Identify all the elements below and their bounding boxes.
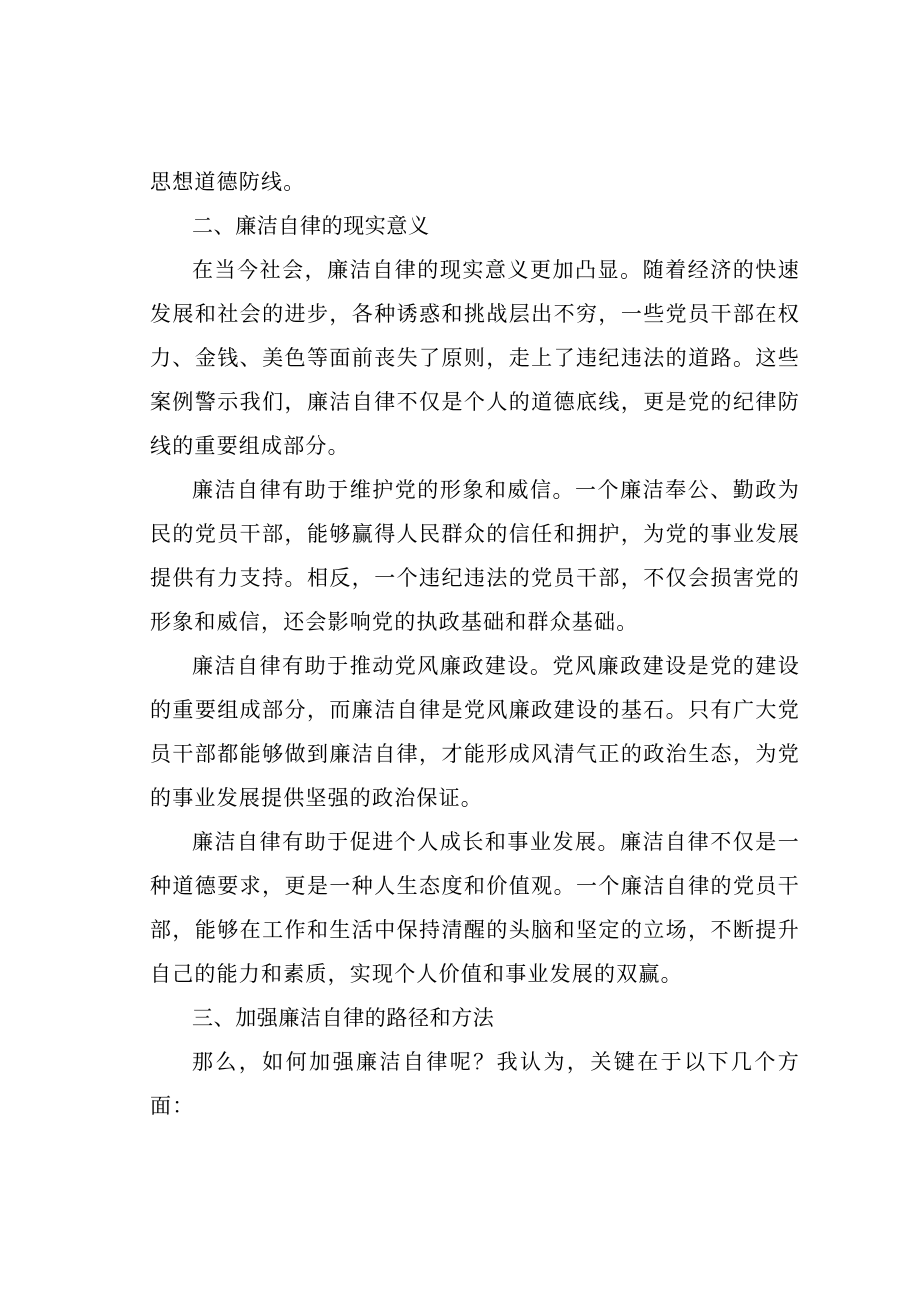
paragraph-party-image: 廉洁自律有助于维护党的形象和威信。一个廉洁奉公、勤政为民的党员干部，能够赢得人民群众的信任和拥护，为党的事业发展提供有力支持。相反，一个违纪违法的党员干部，不仅会损害党的形象和威信，还会影响党的执政基础和群众基础。 bbox=[150, 478, 800, 634]
section-heading-2: 二、廉洁自律的现实意义 bbox=[192, 214, 430, 238]
paragraph-personal-growth: 廉洁自律有助于促进个人成长和事业发展。廉洁自律不仅是一种道德要求，更是一种人生态度和价值观。一个廉洁自律的党员干部，能够在工作和生活中保持清醒的头脑和坚定的立场，不断提升自己的能力和素质，实现个人价值和事业发展的双赢。 bbox=[150, 830, 800, 986]
paragraph-continuation: 思想道德防线。 bbox=[150, 170, 306, 194]
paragraph-how-to-strengthen: 那么，如何加强廉洁自律呢？我认为，关键在于以下几个方面： bbox=[150, 1050, 800, 1118]
document-body bbox=[150, 160, 800, 1128]
paragraph-modern-significance: 在当今社会，廉洁自律的现实意义更加凸显。随着经济的快速发展和社会的进步，各种诱惑和挑战层出不穷，一些党员干部在权力、金钱、美色等面前丧失了原则，走上了违纪违法的道路。这些案例警示我们，廉洁自律不仅是个人的道德底线，更是党的纪律防线的重要组成部分。 bbox=[150, 258, 800, 458]
section-heading-3: 三、加强廉洁自律的路径和方法 bbox=[192, 1006, 495, 1030]
paragraph-party-conduct: 廉洁自律有助于推动党风廉政建设。党风廉政建设是党的建设的重要组成部分，而廉洁自律是党风廉政建设的基石。只有广大党员干部都能够做到廉洁自律，才能形成风清气正的政治生态，为党的事业发展提供坚强的政治保证。 bbox=[150, 654, 800, 810]
